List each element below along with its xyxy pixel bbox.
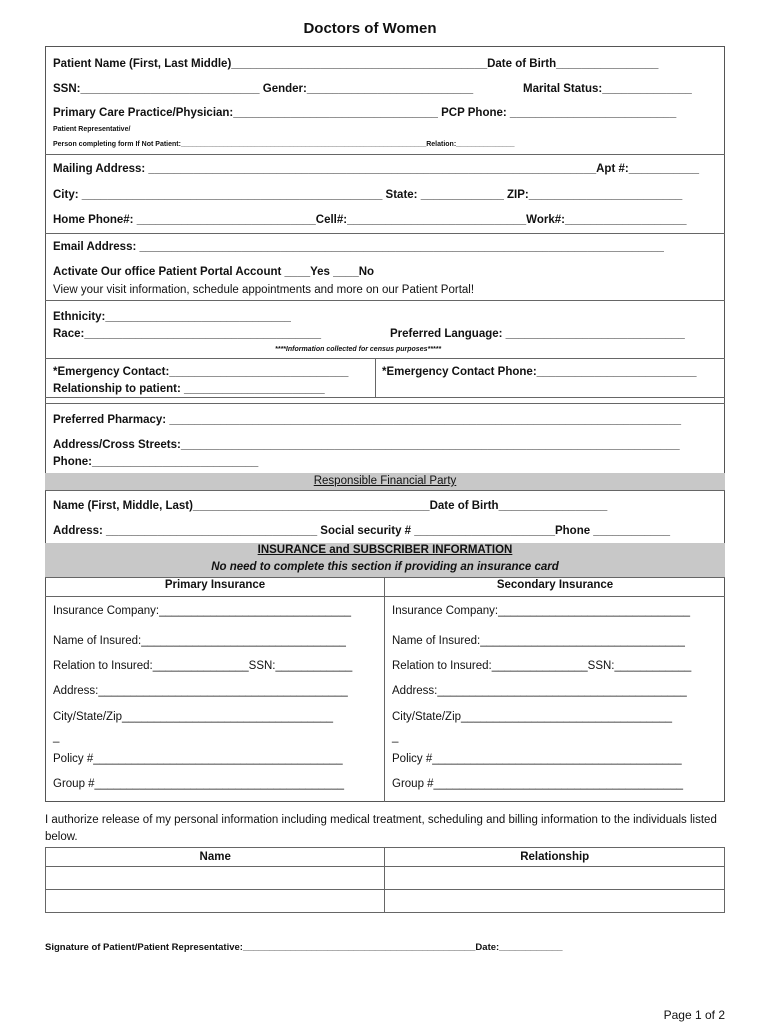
primary-group-field[interactable]: Group #_______________________________________ [53,778,344,790]
divider [45,358,725,359]
patient-name-field[interactable]: Patient Name (First, Last Middle)________________________________________Date of Birth________________ [53,58,659,70]
primary-insurance-company-field[interactable]: Insurance Company:______________________________ [53,605,351,617]
divider [45,300,725,301]
financial-name-field[interactable]: Name (First, Middle, Last)_____________________________________Date of Birth_________________ [53,500,608,512]
email-field[interactable]: Email Address: __________________________________________________________________________________ [53,241,664,253]
emergency-relationship-field[interactable]: Relationship to patient: ______________________ [53,383,325,395]
secondary-policy-field[interactable]: Policy #_______________________________________ [392,753,682,765]
preferred-language-field[interactable]: Preferred Language: ____________________________ [390,328,685,340]
pharmacy-phone-field[interactable]: Phone:__________________________ [53,456,259,468]
page-number: Page 1 of 2 [663,1008,725,1022]
table-header-row [46,848,725,867]
relationship-cell[interactable] [385,867,725,890]
secondary-insured-name-field[interactable]: Name of Insured:________________________________ [392,635,685,647]
financial-address-field[interactable]: Address: _________________________________ Social security # ______________________Phone ____________ [53,525,671,537]
financial-header: Responsible Financial Party [313,475,457,487]
primary-relation-field[interactable]: Relation to Insured:_______________SSN:____________ [53,660,353,672]
marital-status-field[interactable]: Marital Status:______________ [523,83,692,95]
divider [45,154,725,155]
representative-label: Patient Representative/ [53,126,131,133]
name-column-header: Name [46,848,385,867]
divider [375,358,376,397]
portal-activation-field[interactable]: Activate Our office Patient Portal Account ____Yes ____No [53,266,375,278]
primary-city-field[interactable]: City/State/Zip_________________________________ [53,711,334,723]
emergency-phone-field[interactable]: *Emergency Contact Phone:_________________________ [382,366,697,378]
divider [45,490,725,491]
insurance-subheader: No need to complete this section if providing an insurance card [211,561,559,573]
phone-numbers-field[interactable]: Home Phone#: ____________________________Cell#:____________________________Work#:___________________ [53,214,687,226]
relationship-column-header: Relationship [385,848,725,867]
divider [45,397,725,398]
ssn-gender-field[interactable]: SSN:____________________________ Gender:__________________________ [53,83,474,95]
primary-continuation-line: _ [53,731,60,743]
secondary-address-field[interactable]: Address:_______________________________________ [392,685,687,697]
relationship-cell[interactable] [385,890,725,913]
divider [45,596,725,597]
primary-address-field[interactable]: Address:_______________________________________ [53,685,348,697]
census-note: ****Information collected for census purposes***** [275,346,442,353]
pcp-field[interactable]: Primary Care Practice/Physician:________________________________ PCP Phone: __________________________ [53,107,677,119]
table-row [46,867,725,890]
authorization-text: I authorize release of my personal information including medical treatment, scheduling and billing information to the individuals listed below. [45,814,717,843]
secondary-city-field[interactable]: City/State/Zip_________________________________ [392,711,673,723]
emergency-contact-field[interactable]: *Emergency Contact:____________________________ [53,366,349,378]
pharmacy-address-field[interactable]: Address/Cross Streets:______________________________________________________________________________ [53,439,680,451]
table-row [46,890,725,913]
divider [45,233,725,234]
insurance-header: INSURANCE and SUBSCRIBER INFORMATION [257,544,513,556]
ethnicity-field[interactable]: Ethnicity:_____________________________ [53,311,291,323]
name-cell[interactable] [46,867,385,890]
mailing-address-field[interactable]: Mailing Address: ______________________________________________________________________Apt #:___________ [53,163,700,175]
primary-insured-name-field[interactable]: Name of Insured:________________________________ [53,635,346,647]
primary-insurance-label: Primary Insurance [164,579,266,591]
secondary-relation-field[interactable]: Relation to Insured:_______________SSN:____________ [392,660,692,672]
page-title: Doctors of Women [303,20,437,37]
secondary-continuation-line: _ [392,731,399,743]
portal-note: View your visit information, schedule appointments and more on our Patient Portal! [53,284,475,296]
divider [384,577,385,802]
authorized-individuals-table [45,847,725,913]
secondary-insurance-company-field[interactable]: Insurance Company:______________________________ [392,605,690,617]
primary-policy-field[interactable]: Policy #_______________________________________ [53,753,343,765]
signature-field[interactable]: Signature of Patient/Patient Representative:____________________________________________Date:____________ [45,942,563,953]
secondary-group-field[interactable]: Group #_______________________________________ [392,778,683,790]
divider [45,577,725,578]
secondary-insurance-label: Secondary Insurance [496,579,614,591]
city-state-zip-field[interactable]: City: _______________________________________________ State: _____________ ZIP:________________________ [53,189,683,201]
race-field[interactable]: Race:_____________________________________ [53,328,321,340]
representative-field[interactable]: Person completing form If Not Patient:_______________________________________________________________Relation:_______________ [53,141,515,148]
divider [45,403,725,404]
name-cell[interactable] [46,890,385,913]
preferred-pharmacy-field[interactable]: Preferred Pharmacy: ________________________________________________________________________________ [53,414,681,426]
